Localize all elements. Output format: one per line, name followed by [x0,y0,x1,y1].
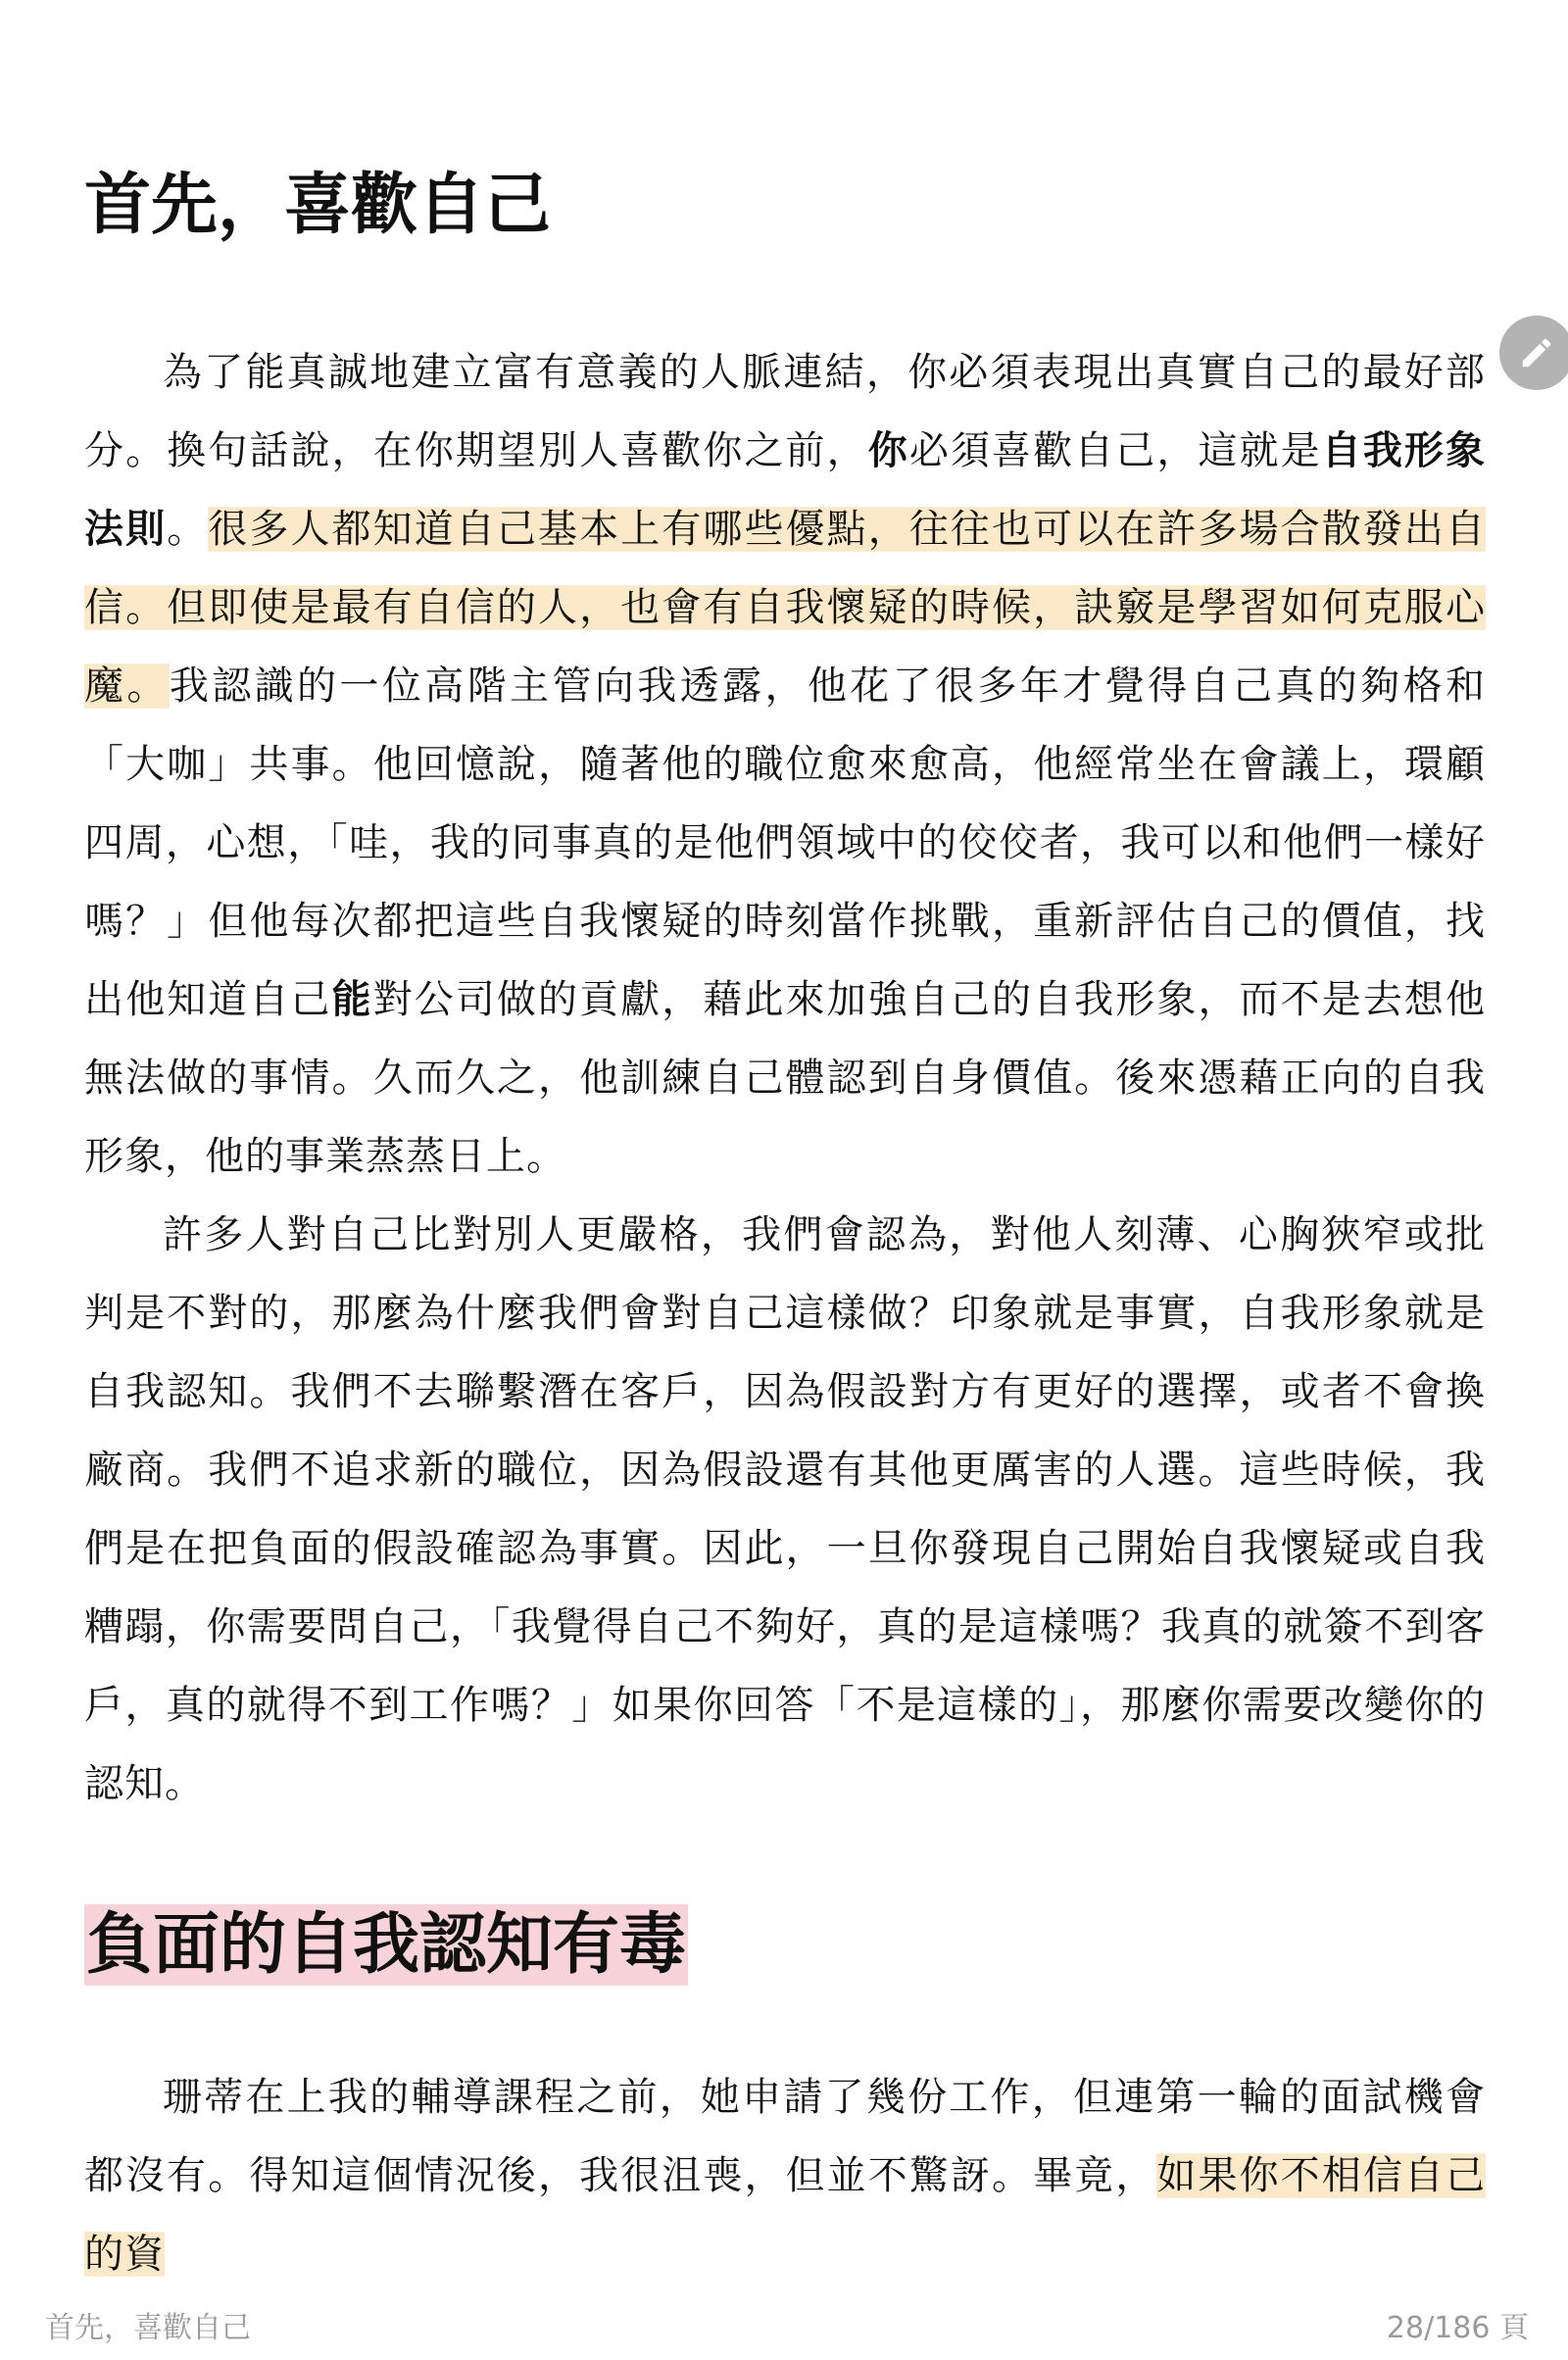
page-indicator: 28/186 頁 [1386,2311,1529,2345]
footer-chapter-title: 首先，喜歡自己 [45,2311,251,2345]
paragraph: 許多人對自己比對別人更嚴格，我們會認為，對他人刻薄、心胸狹窄或批判是不對的，那麼為什麼我們會對自己這樣做？印象就是事實，自我形象就是自我認知。我們不去聯繫潛在客戶，因為假設對方有更好的選擇，或者不會換廠商。我們不追求新的職位，因為假設還有其他更厲害的人選。這些時候，我們是在把負面的假設確認為事實。因此，一旦你發現自己開始自我懷疑或自我糟蹋，你需要問自己，「我覺得自己不夠好，真的是這樣嗎？我真的就簽不到客戶，真的就得不到工作嗎？」如果你回答「不是這樣的」，那麼你需要改變你的認知。 [84,1212,1486,1806]
bold-text: 能 [331,977,373,1022]
text-run: 我認識的一位高階主管向我透露，他花了很多年才覺得自己真的夠格和「大咖」共事。他回憶說，隨著他的職位愈來愈高，他經常坐在會議上，環顧四周，心想，「哇，我的同事真的是他們領域中的佼佼者，我可以和他們一樣好嗎？」但他每次都把這些自我懷疑的時刻當作挑戰，重新評估自己的價值，找出他知道自己 [84,664,1486,1022]
paragraph [84,2058,1486,2293]
section-heading [84,1901,688,1990]
text-run: 珊蒂在上我的輔導課程之前，她申請了幾份工作，但連第一輪的面試機會都沒有。得知這個情況後，我很沮喪，但並不驚訝。畢竟， [84,2075,1486,2198]
highlighted-section-title[interactable]: 負面的自我認知有毒 [86,1906,687,1984]
text-run: 必須喜歡自己，這就是 [908,428,1322,473]
section-body [84,2058,1486,2293]
section-body [84,333,1486,1823]
highlighted-text[interactable]: 很多人都知道自己基本上有哪些優點，往往也可以在許多場合散發出自信。但即使是最有自信的人，也會有自我懷疑的時候，訣竅是學習如何克服心魔。 [84,507,1487,709]
section-title: 首先，喜歡自己 [84,167,552,244]
bold-text: 你 [867,428,909,473]
bold-text: 自我形象法則 [84,428,1487,552]
highlighted-text[interactable]: 如果你不相信自己的資 [84,2153,1487,2277]
text-run: 為了能真誠地建立富有意義的人脈連結，你必須表現出真實自己的最好部分。換句話說，在你期望別人喜歡你之前， [84,350,1486,473]
text-run: 對公司做的貢獻，藉此來加強自己的自我形象，而不是去想他無法做的事情。久而久之，他訓練自己體認到自身價值。後來憑藉正向的自我形象，他的事業蒸蒸日上。 [84,977,1487,1179]
edit-note-button[interactable] [1499,316,1568,390]
pencil-icon [1518,334,1555,371]
section-heading [84,162,551,250]
paragraph [84,333,1486,1196]
text-run: 。 [167,507,209,552]
